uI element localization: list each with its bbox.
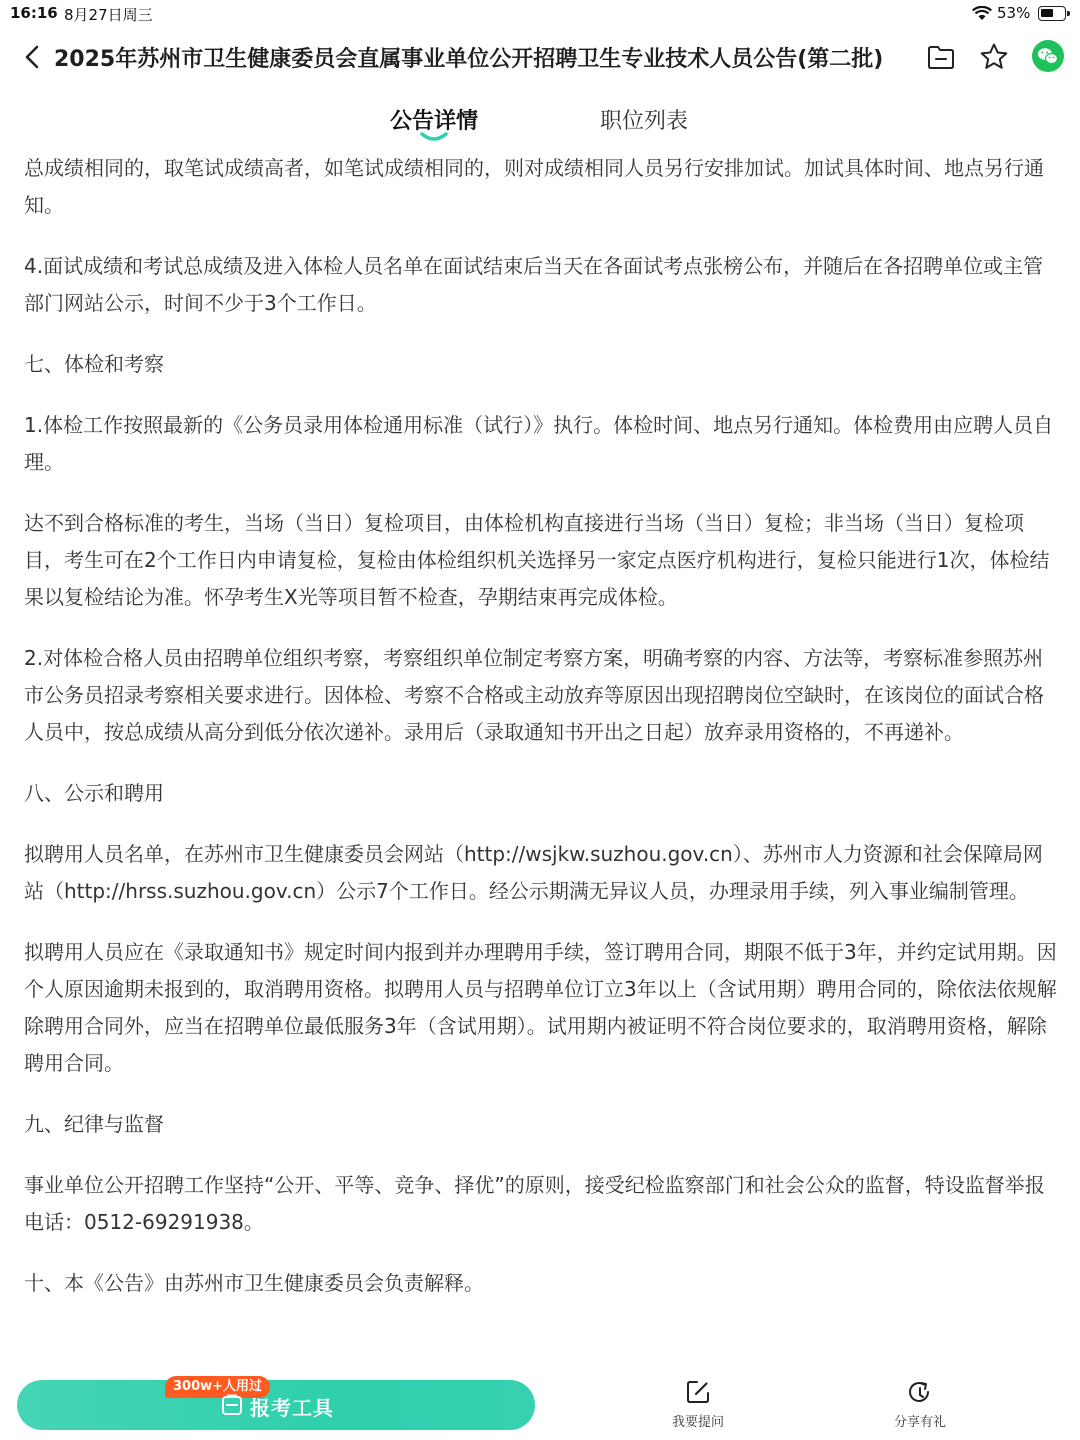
wechat-share-button[interactable] <box>1032 40 1064 72</box>
folder-icon[interactable] <box>925 41 957 73</box>
page-title: 2025年苏州市卫生健康委员会直属事业单位公开招聘卫生专业技术人员公告(第二批) <box>54 47 884 72</box>
battery-icon <box>1038 6 1066 21</box>
article-content <box>24 150 1060 1326</box>
exam-tools-button[interactable] <box>17 1380 535 1430</box>
article-paragraph: 拟聘用人员名单，在苏州市卫生健康委员会网站（http://wsjkw.suzhou.gov.cn）、苏州市人力资源和社会保障局网站（http://hrss.suzhou.gov.cn）公示7个工作日。经公示期满无异议人员，办理录用手续，列入事业编制管理。 <box>24 842 1043 903</box>
article-paragraph: 事业单位公开招聘工作坚持“公开、平等、竞争、择优”的原则，接受纪检监察部门和社会公众的监督，特设监督举报电话：0512-69291938。 <box>24 1173 1045 1234</box>
active-tab-indicator <box>420 132 448 142</box>
article-paragraph: 1.体检工作按照最新的《公务员录用体检通用标准（试行）》执行。体检时间、地点另行通知。体检费用由应聘人员自理。 <box>24 413 1054 474</box>
edit-icon <box>684 1378 712 1406</box>
wechat-icon <box>1032 40 1064 72</box>
battery-percent: 53% <box>997 4 1031 22</box>
back-icon[interactable] <box>18 42 48 72</box>
exam-tools-label: 报考工具 <box>250 1396 334 1420</box>
share-gift-button[interactable] <box>865 1378 975 1430</box>
article-paragraph: 总成绩相同的，取笔试成绩高者，如笔试成绩相同的，则对成绩相同人员另行安排加试。加试具体时间、地点另行通知。 <box>24 156 1044 217</box>
article-paragraph: 4.面试成绩和考试总成绩及进入体检人员名单在面试结束后当天在各面试考点张榜公布，并随后在各招聘单位或主管部门网站公示，时间不少于3个工作日。 <box>24 254 1044 315</box>
article-paragraph: 八、公示和聘用 <box>24 781 164 805</box>
tab-position-list[interactable]: 职位列表 <box>600 109 689 134</box>
bottom-bar <box>0 1370 1080 1440</box>
tab-bar <box>0 96 1080 144</box>
article-paragraph: 拟聘用人员应在《录取通知书》规定时间内报到并办理聘用手续，签订聘用合同，期限不低于3年，并约定试用期。因个人原因逾期未报到的，取消聘用资格。拟聘用人员与招聘单位订立3年以上（含试用期）聘用合同的，除依法依规解除聘用合同外，应当在招聘单位最低服务3年（含试用期）。试用期内被证明不符合岗位要求的，取消聘用资格，解除聘用合同。 <box>24 940 1057 1075</box>
share-gift-label: 分享有礼 <box>893 1415 946 1430</box>
status-date: 8月27日周三 <box>64 6 153 24</box>
toolbox-icon <box>220 1393 244 1417</box>
share-icon <box>906 1378 934 1406</box>
article-paragraph: 达不到合格标准的考生，当场（当日）复检项目，由体检机构直接进行当场（当日）复检；非当场（当日）复检项目，考生可在2个工作日内申请复检，复检由体检组织机关选择另一家定点医疗机构进行，复检只能进行1次，体检结果以复检结论为准。怀孕考生X光等项目暂不检查，孕期结束再完成体检。 <box>24 511 1050 609</box>
usage-badge: 300w+人用过 <box>165 1376 270 1398</box>
article-paragraph: 十、本《公告》由苏州市卫生健康委员会负责解释。 <box>24 1271 484 1295</box>
article-paragraph: 七、体检和考察 <box>24 352 164 376</box>
ask-question-label: 我要提问 <box>671 1415 724 1430</box>
status-time: 16:16 <box>10 4 58 22</box>
battery-fill <box>1041 9 1053 17</box>
nav-bar <box>0 30 1080 84</box>
wifi-icon <box>972 6 992 21</box>
article-paragraph: 2.对体检合格人员由招聘单位组织考察，考察组织单位制定考察方案，明确考察的内容、方法等，考察标准参照苏州市公务员招录考察相关要求进行。因体检、考察不合格或主动放弃等原因出现招聘岗位空缺时，在该岗位的面试合格人员中，按总成绩从高分到低分依次递补。录用后（录取通知书开出之日起）放弃录用资格的，不再递补。 <box>24 646 1044 744</box>
ask-question-button[interactable] <box>643 1378 753 1430</box>
status-bar <box>0 0 1080 28</box>
tab-announcement-detail[interactable]: 公告详情 <box>390 109 479 134</box>
star-icon[interactable] <box>978 41 1010 73</box>
article-paragraph: 九、纪律与监督 <box>24 1112 164 1136</box>
